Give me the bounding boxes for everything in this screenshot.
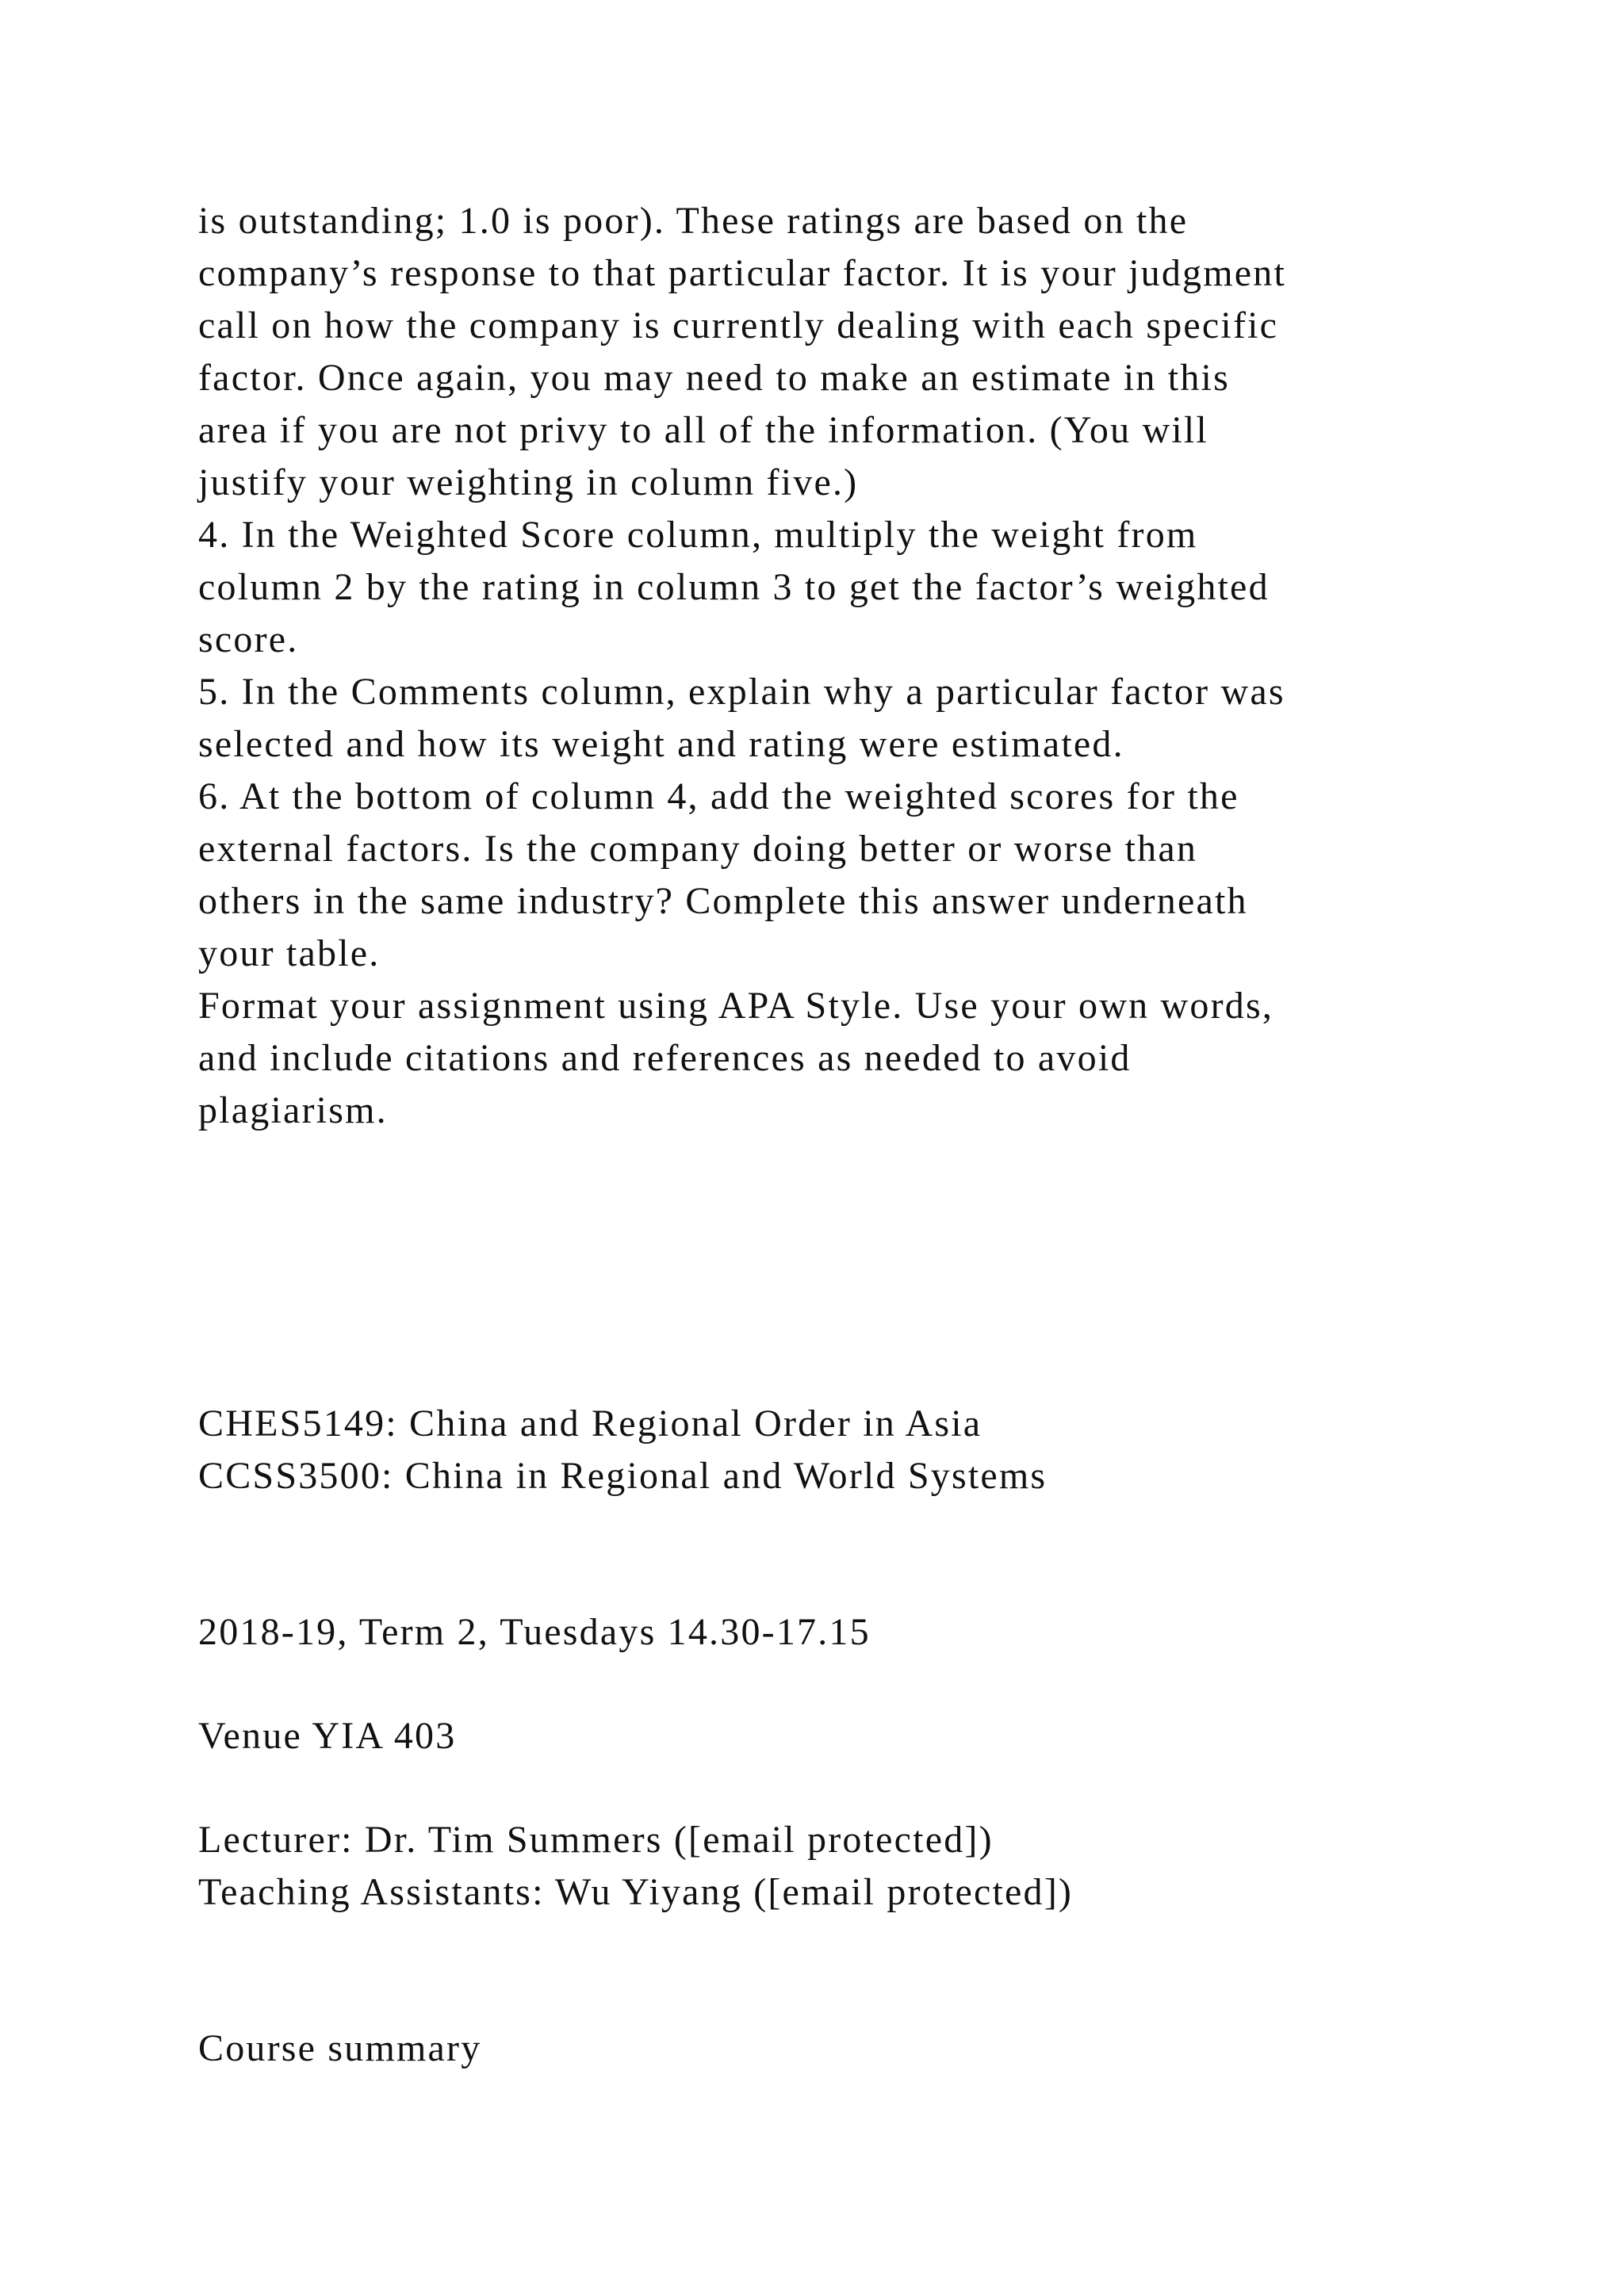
course-schedule: 2018-19, Term 2, Tuesdays 14.30-17.15 [198, 1611, 871, 1653]
instruction-line-2: company’s response to that particular factor. It is your judgment [198, 252, 1287, 294]
instruction-line-8: column 2 by the rating in column 3 to get the factor’s weighted [198, 566, 1270, 608]
course-code-ches5149: CHES5149: China and Regional Order in Asia [198, 1402, 982, 1445]
course-summary-heading: Course summary [198, 2027, 482, 2069]
course-venue: Venue YIA 403 [198, 1715, 457, 1757]
instruction-line-15: your table. [198, 932, 381, 974]
instruction-line-6: justify your weighting in column five.) [198, 461, 859, 503]
instruction-line-10: 5. In the Comments column, explain why a particular factor was [198, 671, 1285, 713]
course-code-ccss3500: CCSS3500: China in Regional and World Systems [198, 1455, 1048, 1497]
instruction-line-11: selected and how its weight and rating were estimated. [198, 723, 1124, 765]
instruction-line-12: 6. At the bottom of column 4, add the weighted scores for the [198, 775, 1239, 817]
instruction-line-1: is outstanding; 1.0 is poor). These ratings are based on the [198, 200, 1189, 242]
instruction-line-16: Format your assignment using APA Style. Use your own words, [198, 985, 1274, 1027]
instruction-line-18: plagiarism. [198, 1089, 388, 1131]
instruction-line-3: call on how the company is currently dealing with each specific [198, 304, 1279, 346]
instruction-line-9: score. [198, 618, 299, 660]
course-teaching-assistants: Teaching Assistants: Wu Yiyang ([email protected]) [198, 1871, 1074, 1913]
instruction-line-14: others in the same industry? Complete this answer underneath [198, 880, 1248, 922]
instruction-line-17: and include citations and references as needed to avoid [198, 1037, 1132, 1079]
instruction-line-4: factor. Once again, you may need to make an estimate in this [198, 357, 1230, 399]
instruction-line-7: 4. In the Weighted Score column, multiply the weight from [198, 514, 1198, 556]
course-lecturer: Lecturer: Dr. Tim Summers ([email protected]) [198, 1819, 994, 1861]
instruction-line-5: area if you are not privy to all of the information. (You will [198, 409, 1208, 451]
instruction-line-13: external factors. Is the company doing better or worse than [198, 828, 1198, 870]
